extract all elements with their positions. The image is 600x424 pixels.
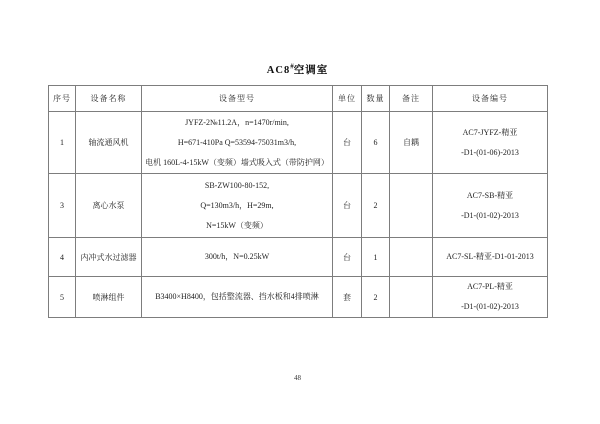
model-line: B3400×H8400，包括整流器、挡水板和4排喷淋 [155,292,319,301]
cell-equipment-name: 轴流通风机 [76,112,142,174]
code-line: AC7-PL-精亚 [467,282,513,291]
cell-remark [390,238,433,277]
cell-remark: 自耦 [390,112,433,174]
cell-equipment-name: 喷淋组件 [76,277,142,318]
table-row [49,238,548,277]
cell-unit: 套 [333,277,362,318]
cell-equipment-name: 内冲式水过滤器 [76,238,142,277]
cell-remark [390,277,433,318]
cell-serial: 3 [49,174,76,238]
code-line: -D1-(01-02)-2013 [461,302,519,311]
model-line: 电机 160L-4-15kW（变频）墙式吸入式（带防护网） [145,157,329,167]
model-line: JYFZ-2№11.2A，n=1470r/min, [185,117,289,127]
cell-equipment-code [433,174,548,238]
title-suffix: 空调室 [293,65,329,76]
cell-remark [390,174,433,238]
code-line: AC7-JYFZ-精亚 [462,127,518,137]
code-line: AC7-SB-精亚 [466,190,514,200]
table-row [49,112,548,174]
code-line: -D1-(01-06)-2013 [461,147,519,157]
table-row [49,277,548,318]
cell-unit: 台 [333,238,362,277]
model-line: H=671-410Pa Q=53594-75031m3/h, [177,137,297,147]
cell-quantity: 1 [362,238,390,277]
cell-equipment-code [433,238,548,277]
header-quantity: 数量 [362,86,390,112]
header-unit: 单位 [333,86,362,112]
table-header-row [49,86,548,112]
cell-quantity: 2 [362,277,390,318]
model-line: N=15kW（变频） [206,220,268,230]
cell-equipment-code [433,112,548,174]
page-title [48,62,547,77]
cell-equipment-code [433,277,548,318]
title-prefix: AC8 [266,65,291,76]
cell-serial: 1 [49,112,76,174]
header-remark: 备注 [390,86,433,112]
model-line: Q=130m3/h，H=29m, [200,200,274,210]
cell-equipment-name: 离心水泵 [76,174,142,238]
model-line: 300t/h，N=0.25kW [204,252,270,261]
cell-equipment-model [142,112,333,174]
header-equipment-model: 设备型号 [142,86,333,112]
code-line: AC7-SL-精亚-D1-01-2013 [446,252,534,261]
header-equipment-name: 设备名称 [76,86,142,112]
title-superscript: # [290,62,294,71]
cell-serial: 4 [49,238,76,277]
header-equipment-code: 设备编号 [433,86,548,112]
cell-quantity: 2 [362,174,390,238]
page-number: 48 [294,374,301,382]
model-line: SB-ZW100-80-152, [204,180,270,190]
code-line: -D1-(01-02)-2013 [461,210,519,220]
cell-equipment-model [142,174,333,238]
cell-unit: 台 [333,174,362,238]
table-row [49,174,548,238]
equipment-table [48,85,548,318]
cell-equipment-model [142,238,333,277]
cell-equipment-model [142,277,333,318]
cell-serial: 5 [49,277,76,318]
cell-quantity: 6 [362,112,390,174]
cell-unit: 台 [333,112,362,174]
header-serial: 序号 [49,86,76,112]
